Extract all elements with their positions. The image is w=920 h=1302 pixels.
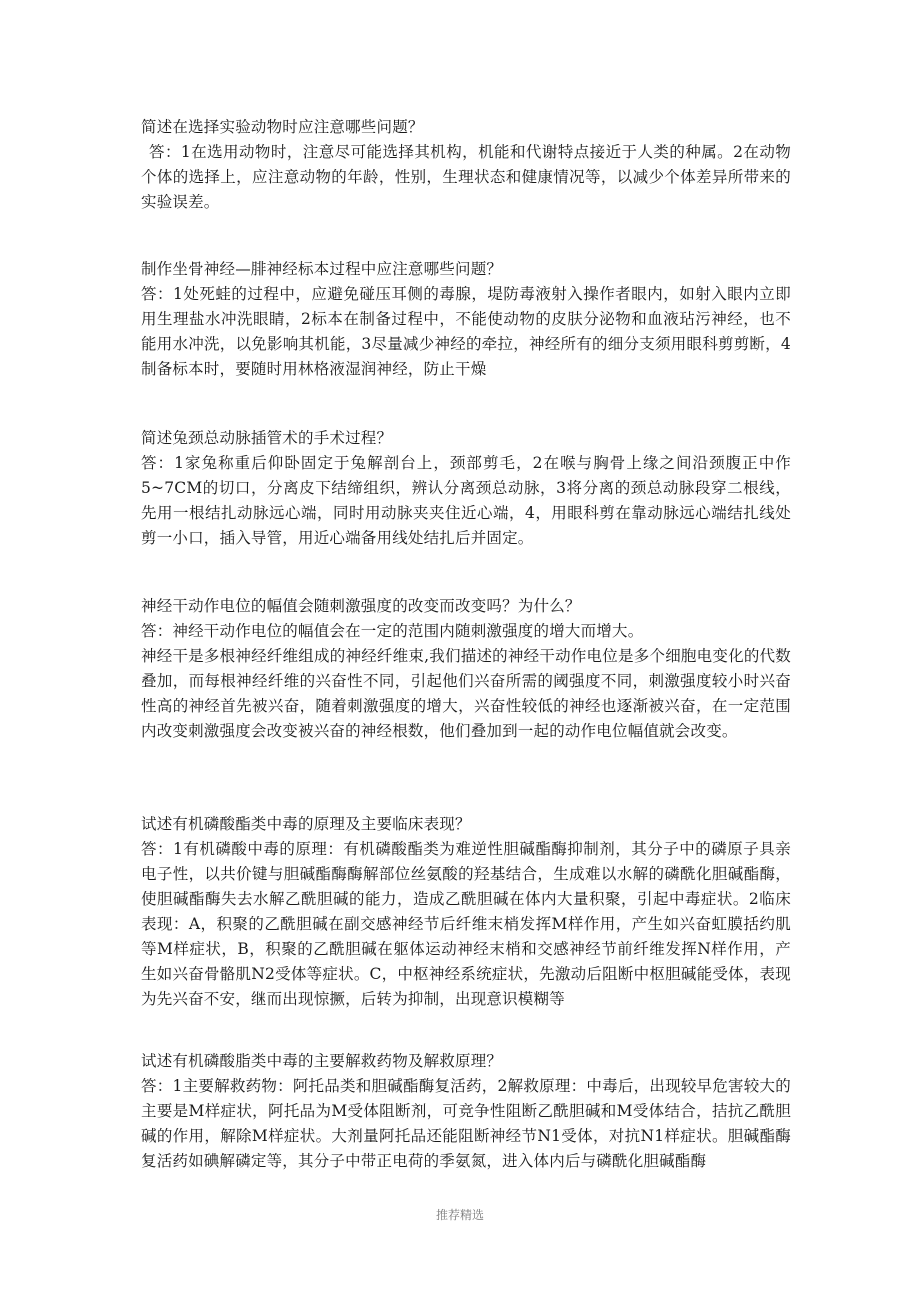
qa-block <box>141 812 791 1012</box>
answer-paragraph: 答：1处死蛙的过程中，应避免碰压耳侧的毒腺，堤防毒液射入操作者眼内，如射入眼内立即用生理盐水冲洗眼睛，2标本在制备过程中，不能使动物的皮肤分泌物和血液玷污神经，也不能用水冲洗，以免影响其机能，3尽量减少神经的牵拉，神经所有的细分支须用眼科剪剪断，4制备标本时，要随时用林格液湿润神经，防止干燥 <box>141 285 791 378</box>
qa-block <box>141 257 791 382</box>
question: 神经干动作电位的幅值会随刺激强度的改变而改变吗？为什么？ <box>141 597 581 615</box>
answer-paragraph: 答：神经干动作电位的幅值会在一定的范围内随刺激强度的增大而增大。 <box>141 622 644 640</box>
qa-block <box>141 426 791 551</box>
page-footer: 推荐精选 <box>435 1208 484 1222</box>
answer-paragraph: 答：1有机磷酸中毒的原理：有机磷酸酯类为难逆性胆碱酯酶抑制剂，其分子中的磷原子具亲电子性，以共价键与胆碱酯酶酶解部位丝氨酸的羟基结合，生成难以水解的磷酰化胆碱酯酶，使胆碱酯酶失去水解乙酰胆碱的能力，造成乙酰胆碱在体内大量积聚，引起中毒症状。2临床表现：A，积聚的乙酰胆碱在副交感神经节后纤维末梢发挥M样作用，产生如兴奋虹膜括约肌等M样症状，B，积聚的乙酰胆碱在躯体运动神经末梢和交感神经节前纤维发挥N样作用，产生如兴奋骨骼肌N2受体等症状。C，中枢神经系统症状，先激动后阻断中枢胆碱能受体，表现为先兴奋不安，继而出现惊撅，后转为抑制，出现意识模糊等 <box>141 840 791 1008</box>
answer <box>141 619 791 744</box>
qa-block <box>141 115 791 215</box>
answer <box>141 1074 791 1174</box>
answer <box>141 140 791 215</box>
answer <box>141 282 791 382</box>
question: 制作坐骨神经—腓神经标本过程中应注意哪些问题？ <box>141 260 503 278</box>
answer-paragraph: 答：1在选用动物时，注意尽可能选择其机构，机能和代谢特点接近于人类的种属。2在动物个体的选择上，应注意动物的年龄，性别，生理状态和健康情况等，以减少个体差异所带来的实验误差。 <box>141 143 791 211</box>
question: 简述在选择实验动物时应注意哪些问题？ <box>141 118 424 136</box>
answer <box>141 837 791 1012</box>
answer-paragraph: 神经干是多根神经纤维组成的神经纤维束,我们描述的神经干动作电位是多个细胞电变化的代数叠加，而每根神经纤维的兴奋性不同，引起他们兴奋所需的阈强度不同，刺激强度较小时兴奋性高的神经首先被兴奋，随着刺激强度的增大，兴奋性较低的神经也逐渐被兴奋，在一定范围内改变刺激强度会改变被兴奋的神经根数，他们叠加到一起的动作电位幅值就会改变。 <box>141 647 791 740</box>
qa-block <box>141 1049 791 1174</box>
question: 试述有机磷酸酯类中毒的原理及主要临床表现？ <box>141 815 471 833</box>
qa-block <box>141 594 791 744</box>
question: 简述兔颈总动脉插管术的手术过程？ <box>141 429 393 447</box>
question: 试述有机磷酸脂类中毒的主要解救药物及解救原理？ <box>141 1052 503 1070</box>
answer <box>141 451 791 551</box>
answer-paragraph: 答：1主要解救药物：阿托品类和胆碱酯酶复活药，2解救原理：中毒后，出现较早危害较大的主要是M样症状，阿托品为M受体阻断剂，可竞争性阻断乙酰胆碱和M受体结合，拮抗乙酰胆碱的作用，解除M样症状。大剂量阿托品还能阻断神经节N1受体，对抗N1样症状。胆碱酯酶复活药如碘解磷定等，其分子中带正电荷的季氨氮，进入体内后与磷酰化胆碱酯酶 <box>141 1077 791 1170</box>
answer-paragraph: 答：1家兔称重后仰卧固定于兔解剖台上，颈部剪毛，2在喉与胸骨上缘之间沿颈腹正中作5~7CM的切口，分离皮下结缔组织，辨认分离颈总动脉，3将分离的颈总动脉段穿二根线，先用一根结扎动脉远心端，同时用动脉夹夹住近心端，4，用眼科剪在靠动脉远心端结扎线处剪一小口，插入导管，用近心端备用线处结扎后并固定。 <box>141 454 791 547</box>
